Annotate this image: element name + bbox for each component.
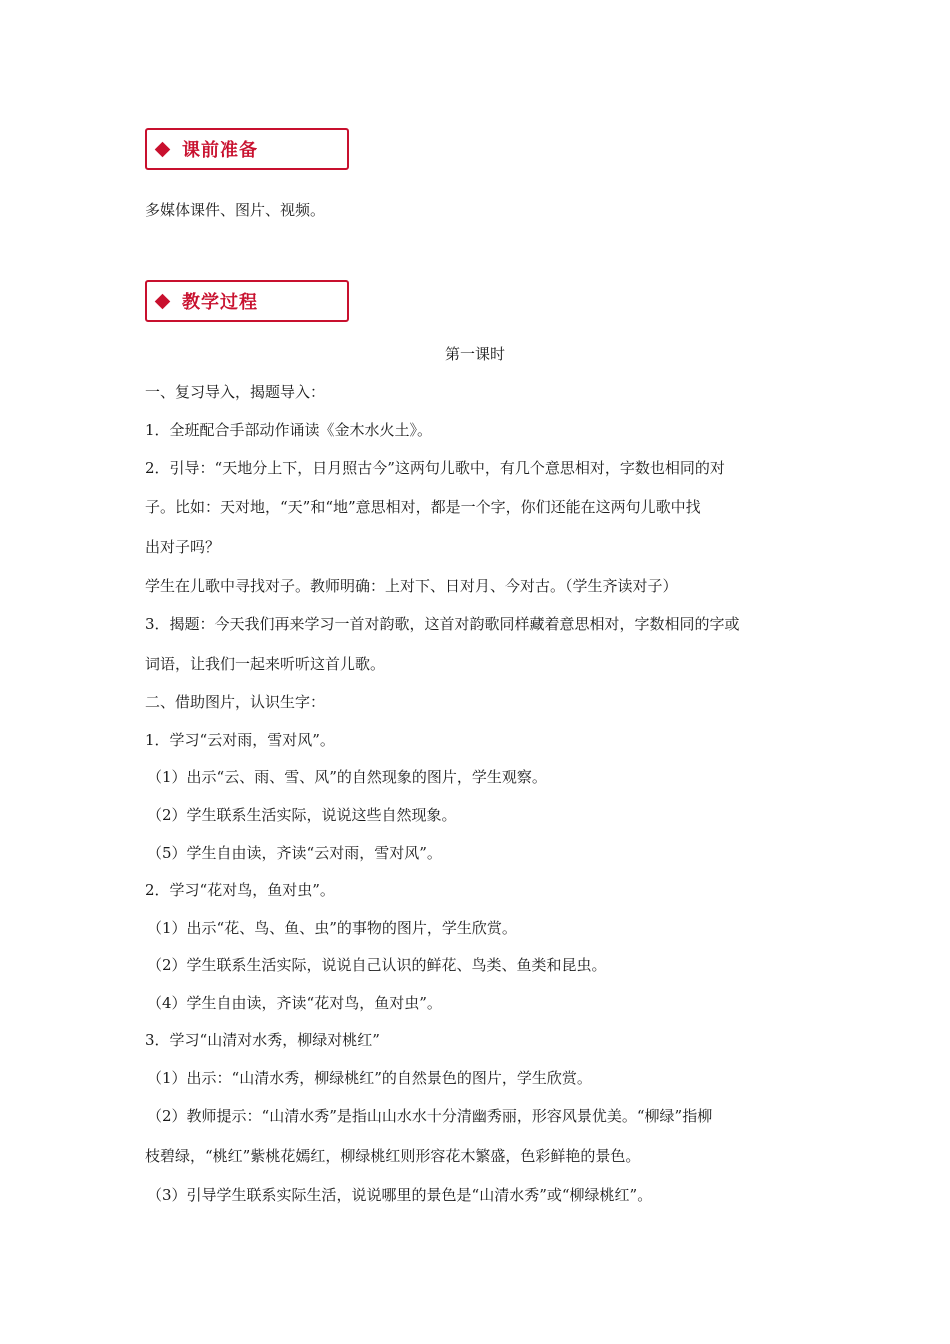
text-line: 枝碧绿，“桃红”紫桃花嫣红，柳绿桃红则形容花木繁盛，色彩鲜艳的景色。 (145, 1147, 641, 1165)
session-title: 第一课时 (444, 345, 505, 363)
text-line: （2）教师提示：“山清水秀”是指山山水水十分清幽秀丽，形容风景优美。“柳绿”指柳 (147, 1107, 713, 1125)
text-line: 3．学习“山清对水秀，柳绿对桃红” (145, 1031, 380, 1049)
text-line: （3）引导学生联系实际生活，说说哪里的景色是“山清水秀”或“柳绿桃红”。 (147, 1186, 653, 1204)
text-line: 二、借助图片，认识生字： (145, 693, 326, 711)
text-line: 出对子吗？ (145, 538, 221, 556)
text-line: （1）出示“花、鸟、鱼、虫”的事物的图片，学生欣赏。 (147, 919, 517, 937)
prep-content: 多媒体课件、图片、视频。 (145, 201, 326, 219)
text-line: 1．学习“云对雨，雪对风”。 (145, 731, 335, 749)
text-line: （5）学生自由读，齐读“云对雨，雪对风”。 (147, 844, 442, 862)
text-line: 子。比如：天对地，“天”和“地”意思相对，都是一个字，你们还能在这两句儿歌中找 (145, 498, 701, 516)
text-line: 学生在儿歌中寻找对子。教师明确：上对下、日对月、今对古。（学生齐读对子） (145, 577, 678, 595)
section-header-prep (145, 128, 349, 170)
text-line: （1）出示：“山清水秀，柳绿桃红”的自然景色的图片，学生欣赏。 (147, 1069, 592, 1087)
diamond-bullet-icon (155, 293, 171, 309)
section-title: 课前准备 (182, 140, 258, 161)
text-line: （4）学生自由读，齐读“花对鸟，鱼对虫”。 (147, 994, 442, 1012)
text-line: 2．学习“花对鸟，鱼对虫”。 (145, 881, 335, 899)
text-line: 词语，让我们一起来听听这首儿歌。 (145, 655, 386, 673)
section-title: 教学过程 (182, 292, 258, 313)
text-line: 2．引导：“天地分上下，日月照古今”这两句儿歌中，有几个意思相对，字数也相同的对 (145, 459, 725, 477)
text-line: 1．全班配合手部动作诵读《金木水火土》。 (145, 421, 433, 439)
text-line: （2）学生联系生活实际，说说自己认识的鲜花、鸟类、鱼类和昆虫。 (147, 956, 607, 974)
text-line: （1）出示“云、雨、雪、风”的自然现象的图片，学生观察。 (147, 768, 547, 786)
section-header-process (145, 280, 349, 322)
diamond-bullet-icon (155, 141, 171, 157)
text-line: 一、复习导入，揭题导入： (145, 383, 326, 401)
text-line: 3．揭题：今天我们再来学习一首对韵歌，这首对韵歌同样藏着意思相对，字数相同的字或 (145, 615, 740, 633)
text-line: （2）学生联系生活实际，说说这些自然现象。 (147, 806, 457, 824)
